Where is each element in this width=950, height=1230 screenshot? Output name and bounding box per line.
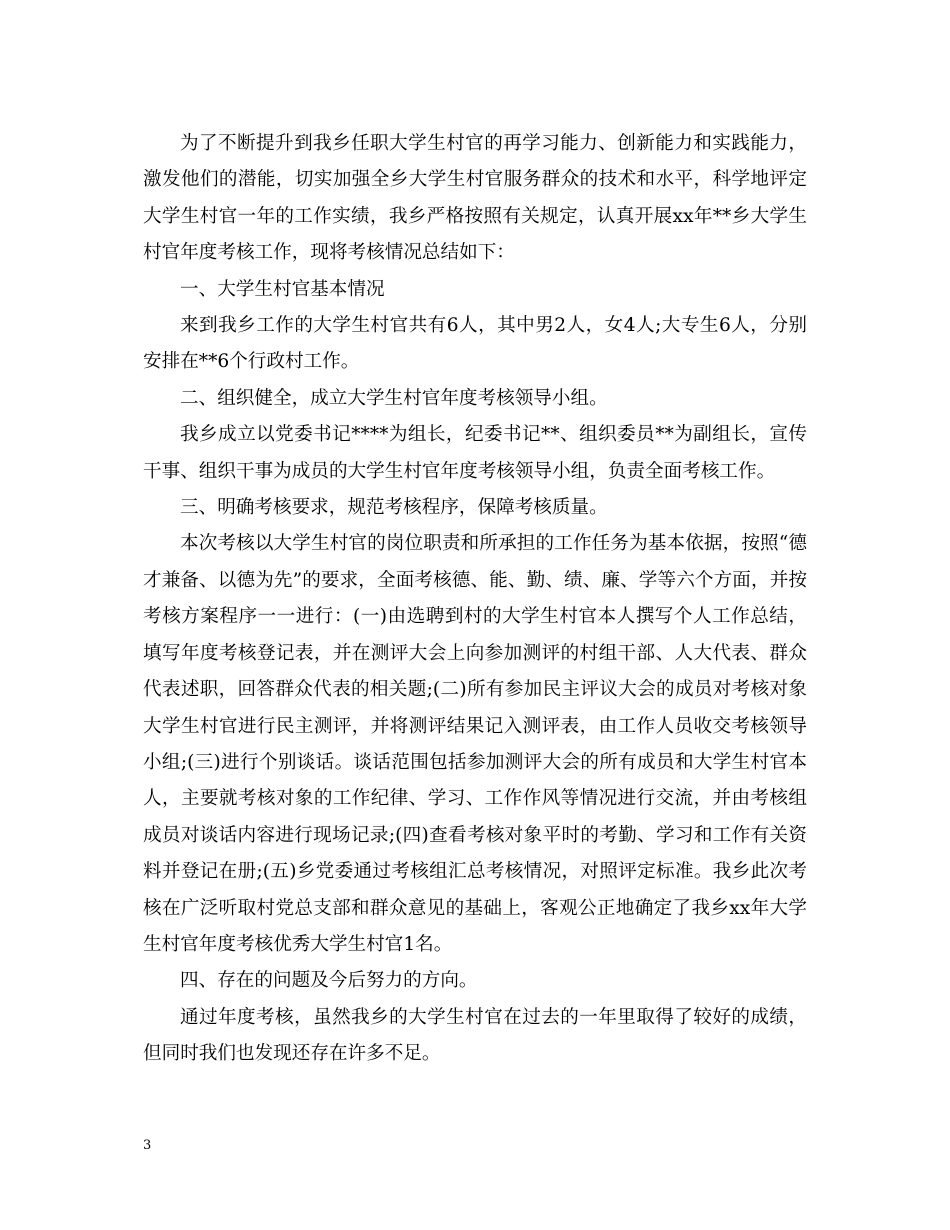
page-number: 3 (143, 1138, 152, 1153)
heading-section-4: 四、存在的问题及今后努力的方向。 (180, 970, 478, 992)
paragraph-intro: 为了不断提升到我乡任职大学生村官的再学习能力、创新能力和实践能力，激发他们的潜能，切实加强全乡大学生村官服务群众的技术和水平，科学地评定大学生村官一年的工作实绩，我乡严格按照有关规定，认真开展xx年**乡大学生村官年度考核工作，现将考核情况总结如下： (143, 133, 807, 264)
paragraph-section-4: 通过年度考核，虽然我乡的大学生村官在过去的一年里取得了较好的成绩，但同时我们也发现还存在许多不足。 (143, 1006, 807, 1065)
heading-section-2: 二、组织健全，成立大学生村官年度考核领导小组。 (180, 387, 608, 409)
paragraph-section-3: 本次考核以大学生村官的岗位职责和所承担的工作任务为基本依据，按照“德才兼备、以德为先”的要求，全面考核德、能、勤、绩、廉、学等六个方面，并按考核方案程序一一进行：(一)由选聘到村的大学生村官本人撰写个人工作总结，填写年度考核登记表，并在测评大会上向参加测评的村组干部、人大代表、群众代表述职，回答群众代表的相关题;(二)所有参加民主评议大会的成员对考核对象大学生村官进行民主测评，并将测评结果记入测评表，由工作人员收交考核领导小组;(三)进行个别谈话。谈话范围包括参加测评大会的所有成员和大学生村官本人，主要就考核对象的工作纪律、学习、工作作风等情况进行交流，并由考核组成员对谈话内容进行现场记录;(四)查看考核对象平时的考勤、学习和工作有关资料并登记在册;(五)乡党委通过考核组汇总考核情况，对照评定标准。我乡此次考核在广泛听取村党总支部和群众意见的基础上，客观公正地确定了我乡xx年大学生村官年度考核优秀大学生村官1名。 (143, 533, 807, 955)
heading-section-3: 三、明确考核要求，规范考核程序，保障考核质量。 (180, 497, 608, 519)
paragraph-section-1: 来到我乡工作的大学生村官共有6人，其中男2人，女4人;大专生6人，分别安排在**6个行政村工作。 (143, 315, 807, 373)
document-body (143, 126, 807, 1073)
paragraph-section-2: 我乡成立以党委书记****为组长，纪委书记**、组织委员**为副组长，宣传干事、组织干事为成员的大学生村官年度考核领导小组，负责全面考核工作。 (143, 424, 807, 482)
heading-section-1: 一、大学生村官基本情况 (180, 278, 385, 300)
